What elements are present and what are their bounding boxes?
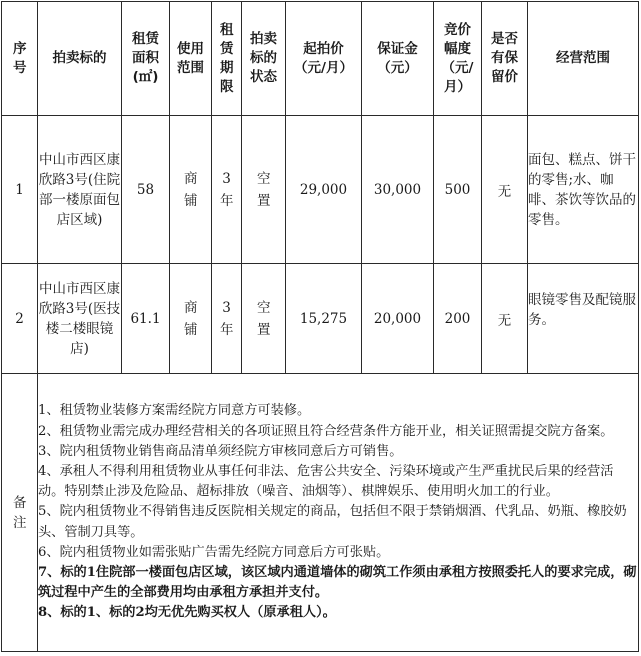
row-increment: 200: [434, 264, 482, 374]
row-status: 空置: [242, 264, 286, 374]
note-item: 2、租赁物业需完成办理经营相关的各项证照且符合经营条件方能开业，相关证照需提交院方备案。: [38, 423, 614, 439]
row-index: 2: [2, 264, 38, 374]
row-index: 1: [2, 116, 38, 264]
row-reserve: 无: [482, 116, 528, 264]
row-lot: 中山市西区康欣路3号(医技楼二楼眼镜店): [38, 264, 122, 374]
header-row: [2, 2, 639, 116]
header-status: 拍卖标的状态: [242, 2, 286, 116]
auction-table: [1, 1, 639, 652]
row-reserve: 无: [482, 264, 528, 374]
table-row: [2, 264, 639, 374]
note-item-bold: 8、标的1、标的2均无优先购买权人（原承租人）。: [38, 605, 336, 621]
note-item-bold: 7、标的1住院部一楼面包店区域，该区域内通道墙体的砌筑工作须由承租方按照委托人的要求完成，砌筑过程中产生的全部费用均由承租方承担并支付。: [38, 565, 637, 601]
row-usage: 商铺: [170, 264, 212, 374]
note-item: 1、租赁物业装修方案需经院方同意方可装修。: [38, 403, 311, 419]
row-start-price: 29,000: [286, 116, 362, 264]
notes-row: [2, 374, 639, 652]
row-area: 61.1: [122, 264, 170, 374]
notes-content: [38, 374, 639, 652]
note-item: 4、承租人不得利用租赁物业从事任何非法、危害公共安全、污染环境或产生严重扰民后果的经营活动。特别禁止涉及危险品、超标排放（噪音、油烟等）、棋牌娱乐、使用明火加工的行业。: [38, 463, 614, 500]
notes-label: 备注: [2, 374, 38, 652]
row-usage: 商铺: [170, 116, 212, 264]
header-start-price: 起拍价（元/月）: [286, 2, 362, 116]
row-term: 3年: [212, 116, 242, 264]
row-increment: 500: [434, 116, 482, 264]
row-deposit: 20,000: [362, 264, 434, 374]
table-row: [2, 116, 639, 264]
row-lot: 中山市西区康欣路3号(住院部一楼原面包店区域): [38, 116, 122, 264]
row-business: 眼镜零售及配镜服务。: [528, 264, 639, 374]
note-item: 6、院内租赁物业如需张贴广告需先经院方同意后方可张贴。: [38, 544, 390, 560]
row-business: 面包、糕点、饼干的零售;水、咖啡、茶饮等饮品的零售。: [528, 116, 639, 264]
row-area: 58: [122, 116, 170, 264]
header-index: 序号: [2, 2, 38, 116]
note-item: 5、院内租赁物业不得销售违反医院相关规定的商品，包括但不限于禁销烟酒、代乳品、奶瓶、橡胶奶头、管制刀具等。: [38, 504, 627, 540]
header-deposit: 保证金（元）: [362, 2, 434, 116]
row-start-price: 15,275: [286, 264, 362, 374]
header-reserve: 是否有保留价: [482, 2, 528, 116]
row-term: 3年: [212, 264, 242, 374]
header-increment: 竞价幅度（元/月）: [434, 2, 482, 116]
header-usage: 使用范围: [170, 2, 212, 116]
row-status: 空置: [242, 116, 286, 264]
header-lot: 拍卖标的: [38, 2, 122, 116]
header-business: 经营范围: [528, 2, 639, 116]
header-area: 租赁面积(㎡): [122, 2, 170, 116]
header-term: 租赁期限: [212, 2, 242, 116]
note-item: 3、院内租赁物业销售商品清单须经院方审核同意后方可销售。: [38, 443, 403, 459]
row-deposit: 30,000: [362, 116, 434, 264]
